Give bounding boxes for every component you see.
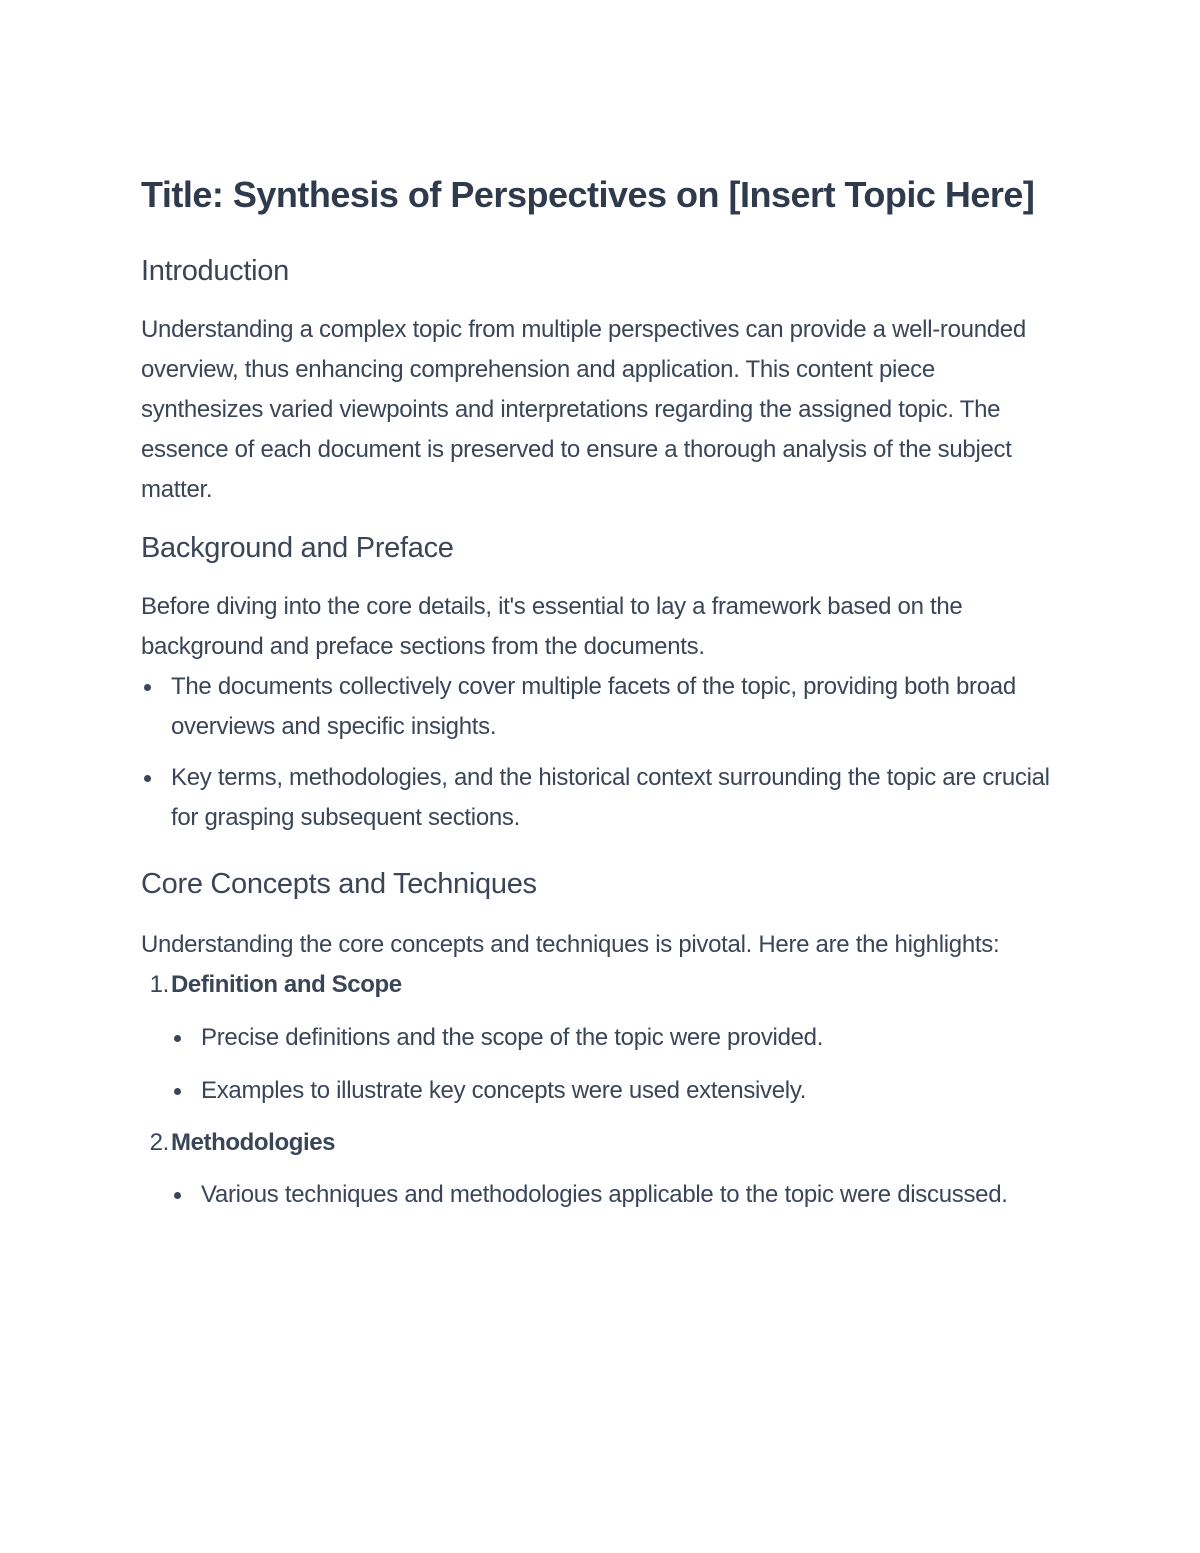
list-item-text: Key terms, methodologies, and the historical context surrounding the topic are crucial for grasping subsequent sections. <box>171 764 1050 831</box>
numbered-item-methodologies <box>141 1123 1061 1215</box>
list-item <box>171 1018 1061 1058</box>
item-title: Definition and Scope <box>171 971 402 998</box>
document-page <box>141 166 1061 1215</box>
background-paragraph: Before diving into the core details, it's essential to lay a framework based on the background and preface sections from the documents. <box>141 593 963 660</box>
list-item-text: Precise definitions and the scope of the topic were provided. <box>201 1024 824 1051</box>
list-item <box>141 758 1061 838</box>
item-title: Methodologies <box>171 1129 336 1156</box>
introduction-paragraph: Understanding a complex topic from multiple perspectives can provide a well-rounded overview, thus enhancing comprehension and application. This content piece synthesizes varied viewpoints and interpretations regarding the assigned topic. The essence of each document is preserved to ensure a thorough analysis of the subject matter. <box>141 316 1026 503</box>
section-heading-core-concepts: Core Concepts and Techniques <box>141 868 537 900</box>
document-title: Title: Synthesis of Perspectives on [Insert Topic Here] <box>141 174 1035 215</box>
section-heading-background: Background and Preface <box>141 532 454 564</box>
item-number: 2. <box>149 1129 169 1156</box>
bullet-icon <box>174 1035 181 1042</box>
list-item-text: The documents collectively cover multiple facets of the topic, providing both broad overviews and specific insights. <box>171 673 1016 740</box>
core-concepts-numbered-list <box>141 965 1061 1215</box>
bullet-icon <box>144 775 151 782</box>
bullet-icon <box>174 1088 181 1095</box>
core-concepts-paragraph: Understanding the core concepts and techniques is pivotal. Here are the highlights: <box>141 931 1000 958</box>
section-heading-introduction: Introduction <box>141 255 289 287</box>
list-item-text: Examples to illustrate key concepts were used extensively. <box>201 1077 807 1104</box>
numbered-item-definition-and-scope <box>141 965 1061 1111</box>
list-item <box>141 667 1061 747</box>
list-item-text: Various techniques and methodologies applicable to the topic were discussed. <box>201 1181 1008 1208</box>
bullet-icon <box>144 684 151 691</box>
item-number: 1. <box>149 971 169 998</box>
background-bullet-list <box>141 667 1061 838</box>
sub-bullet-list <box>171 1018 1061 1111</box>
bullet-icon <box>174 1192 181 1199</box>
sub-bullet-list <box>171 1175 1061 1215</box>
list-item <box>171 1175 1061 1215</box>
list-item <box>171 1071 1061 1111</box>
